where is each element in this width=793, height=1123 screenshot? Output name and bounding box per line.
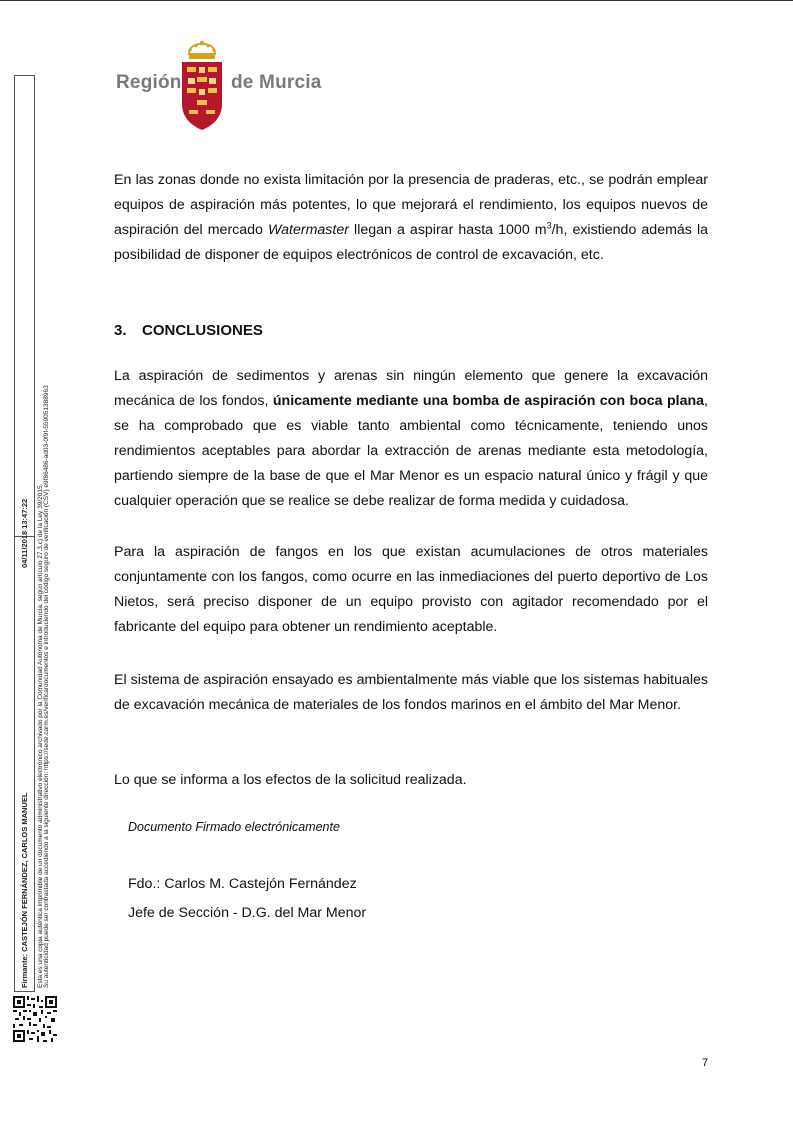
p2-bold: únicamente mediante una bomba de aspiración con boca plana [272,393,705,409]
firma-fecha: 04/11/2018 13:47:22 [20,498,29,568]
section-heading [114,322,263,339]
murcia-coat-of-arms-icon [180,40,224,132]
signer-name: Fdo.: Carlos M. Castejón Fernández [128,876,357,892]
logo-text-region: Región [116,72,182,93]
p1-superscript: 3 [546,220,552,231]
page-number: 7 [702,1057,709,1069]
top-rule [0,0,793,1]
section-title: CONCLUSIONES [142,322,263,339]
paragraph-equipos [114,168,708,268]
logo-text-de-murcia: de Murcia [231,72,322,93]
qr-code-icon [13,996,57,1042]
verificacion-csv-note: Su autenticidad puede ser contrastada accediendo a la siguiente dirección: https://sede.carm.es/verificardocumentos e introduciendo del código seguro de verificación (CSV) e9f86486-ad03-0f9f-559051388963 [43,385,50,988]
paragraph-fangos: Para la aspiración de fangos en los que existan acumulaciones de otros materiales conjuntamente con los fangos, como ocurre en las inmediaciones del puerto deportivo de Los Nietos, será preciso disponer de un equipo provisto con agitador recomendado por el fabricante del equipo para obtener un rendimiento aceptable. [114,544,708,635]
firmante-label: Firmante: CASTEJÓN FERNÁNDEZ, CARLOS MANUEL [20,792,29,988]
p2-text-a: La aspiración de sedimentos y arenas sin ningún elemento que genere la excavación mecánica de los fondos, [114,368,708,409]
p1-text-a: En las zonas donde no exista limitación por la presencia de praderas, etc., se podrán emplear equipos de aspiración más potentes, lo que mejorará el rendimiento, los equipos nuevos de aspiración del mercado [114,172,708,238]
p2-text-b: , se ha comprobado que es viable tanto ambiental como técnicamente, teniendo unos rendimientos aceptables para abordar la extracción de arenas mediante esta metodología, partiendo siempre de la base de que el Mar Menor es un espacio natural único y frágil y que cualquier operación que se realice se debe realizar de forma medida y cuidadosa. [114,393,708,509]
p1-text-c: /h, existiendo además la posibilidad de disponer de equipos electrónicos de control de excavación, etc. [114,222,708,263]
region-de-murcia-logo [116,40,326,135]
paragraph-sistema: El sistema de aspiración ensayado es ambientalmente más viable que los sistemas habituales de excavación mecánica de materiales de los fondos marinos en el ámbito del Mar Menor. [114,672,708,713]
section-number: 3. [114,322,127,339]
signer-title: Jefe de Sección - D.G. del Mar Menor [128,905,367,921]
paragraph-conclusion-arenas [114,364,708,514]
p1-brand: Watermaster [268,222,349,238]
paragraph-informe: Lo que se informa a los efectos de la solicitud realizada. [114,772,467,788]
copia-autentica-note: Esta es una copia auténtica imprimible de un documento administrativo electrónico archivado por la Comunidad Autónoma de Murcia, según artículo 27.3.c) de la Ley 39/2015. [37,483,44,988]
firmado-electronicamente: Documento Firmado electrónicamente [128,820,340,834]
p1-text-b: llegan a aspirar hasta 1000 m [348,222,547,238]
